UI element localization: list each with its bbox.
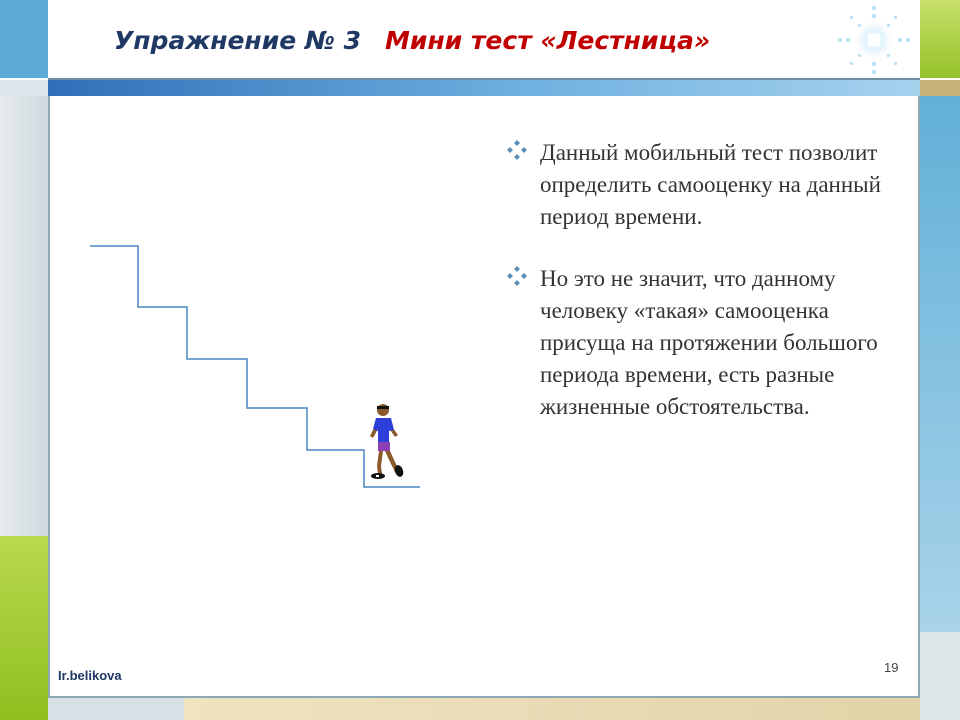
frame-block-left-strip	[0, 80, 48, 96]
frame-block-left-top	[0, 0, 48, 78]
slide-title	[114, 26, 710, 66]
diamond-bullet-icon	[506, 265, 528, 287]
staircase-illustration	[88, 240, 428, 500]
frame-block-bottom-tan	[184, 698, 920, 720]
bullet-text: Данный мобильный тест позволит определить самооценку на данный период времени.	[540, 140, 881, 229]
frame-line-left	[48, 96, 50, 698]
frame-block-right-tan	[920, 80, 960, 96]
frame-block-left-gray	[0, 96, 48, 536]
diamond-bullet-icon	[506, 139, 528, 161]
title-main: Мини тест «Лестница»	[385, 26, 711, 55]
list-item	[506, 137, 906, 233]
walking-man-icon	[370, 404, 405, 479]
frame-block-right-gray	[920, 632, 960, 720]
title-prefix: Упражнение № 3	[114, 26, 362, 55]
author-label: Ir.belikova	[58, 668, 122, 683]
header-gradient-bar	[48, 80, 920, 96]
bullet-list	[506, 137, 906, 453]
bullet-text: Но это не значит, что данному человеку «такая» самооценка присуща на протяжении большого периода времени, есть разные жизненные обстоятельства.	[540, 266, 878, 419]
frame-block-right-blue	[920, 96, 960, 632]
sparkle-icon	[832, 4, 916, 76]
frame-line-right	[918, 96, 920, 698]
frame-block-right-green	[920, 0, 960, 78]
frame-block-bottom-left	[48, 698, 184, 720]
frame-line-bottom	[48, 696, 920, 698]
frame-block-left-green	[0, 536, 48, 720]
list-item	[506, 263, 906, 423]
page-number: 19	[884, 660, 899, 675]
